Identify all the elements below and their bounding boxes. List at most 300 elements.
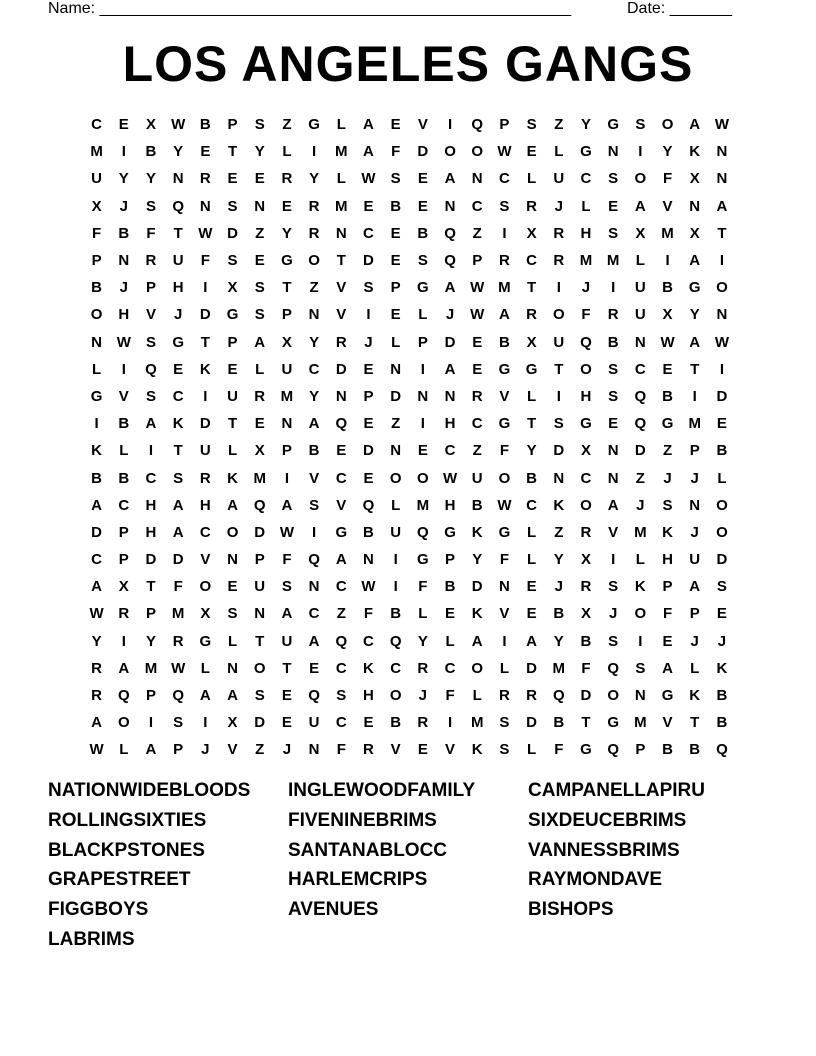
grid-letter: E xyxy=(363,415,374,433)
word-bank-item: HARLEMCRIPS xyxy=(288,869,428,891)
grid-letter: V xyxy=(499,605,510,623)
grid-letter: P xyxy=(281,306,292,324)
grid-letter: G xyxy=(226,306,239,324)
grid-letter: D xyxy=(526,659,538,677)
grid-letter: G xyxy=(335,523,348,541)
grid-letter: N xyxy=(199,197,211,215)
grid-letter: I xyxy=(148,714,154,732)
grid-letter: O xyxy=(607,687,619,705)
grid-letter: L xyxy=(391,496,401,514)
word-bank-item: LABRIMS xyxy=(48,928,135,950)
grid-letter: A xyxy=(607,496,619,514)
grid-letter: B xyxy=(417,224,429,242)
grid-letter: X xyxy=(118,578,129,596)
grid-letter: F xyxy=(200,252,210,270)
grid-letter: L xyxy=(119,442,129,460)
grid-letter: A xyxy=(172,496,184,514)
grid-letter: T xyxy=(227,143,238,161)
grid-letter: X xyxy=(200,605,211,623)
grid-letter: O xyxy=(716,523,728,541)
grid-letter: A xyxy=(689,116,701,134)
grid-letter: Y xyxy=(145,170,156,188)
grid-letter: Z xyxy=(554,523,564,541)
grid-letter: G xyxy=(498,360,511,378)
grid-letter: L xyxy=(391,333,401,351)
word-bank-item: CAMPANELLAPIRU xyxy=(528,780,705,801)
grid-letter: C xyxy=(308,605,320,623)
grid-letter: C xyxy=(444,442,456,460)
grid-letter: A xyxy=(308,632,320,650)
word-bank-item: AVENUES xyxy=(288,899,379,921)
grid-letter: X xyxy=(580,551,591,569)
grid-letter: O xyxy=(716,496,728,514)
grid-letter: C xyxy=(390,659,402,677)
grid-letter: B xyxy=(580,632,592,650)
grid-letter: H xyxy=(145,523,157,541)
grid-letter: P xyxy=(363,387,374,405)
grid-letter: D xyxy=(363,442,374,460)
grid-letter: E xyxy=(390,306,401,324)
grid-letter: S xyxy=(608,387,619,405)
grid-letter: B xyxy=(662,279,673,297)
grid-letter: A xyxy=(471,632,483,650)
grid-letter: V xyxy=(608,523,619,541)
grid-letter: E xyxy=(417,170,428,188)
grid-letter: F xyxy=(391,143,401,161)
grid-letter: R xyxy=(498,252,510,270)
grid-letter: N xyxy=(335,387,347,405)
grid-letter: R xyxy=(91,687,103,705)
grid-letter: J xyxy=(445,306,455,324)
grid-letter: J xyxy=(554,578,563,596)
grid-letter: N xyxy=(716,143,728,161)
grid-letter: O xyxy=(253,659,266,677)
grid-letter: F xyxy=(662,170,673,188)
grid-letter: K xyxy=(471,605,483,623)
grid-letter: A xyxy=(363,143,374,161)
grid-letter: G xyxy=(417,551,429,569)
grid-letter: X xyxy=(91,197,102,215)
grid-letter: O xyxy=(661,116,674,134)
grid-letter: V xyxy=(309,469,320,487)
grid-letter: O xyxy=(471,659,484,677)
grid-letter: S xyxy=(145,333,156,351)
grid-letter: I xyxy=(420,415,425,433)
grid-letter: M xyxy=(171,605,185,623)
grid-letter: E xyxy=(716,415,727,433)
grid-letter: U xyxy=(281,360,293,378)
grid-letter: Y xyxy=(173,143,184,161)
grid-letter: S xyxy=(608,578,619,596)
grid-letter: P xyxy=(689,605,700,623)
grid-letter: Q xyxy=(444,224,456,242)
grid-letter: X xyxy=(227,714,238,732)
grid-letter: C xyxy=(308,360,320,378)
grid-letter: R xyxy=(498,687,510,705)
grid-letter: V xyxy=(417,116,428,134)
grid-letter: S xyxy=(390,170,401,188)
grid-letter: S xyxy=(145,387,156,405)
grid-letter: L xyxy=(527,387,537,405)
grid-letter: A xyxy=(281,496,293,514)
grid-letter: T xyxy=(282,279,292,297)
grid-letter: N xyxy=(716,306,728,324)
grid-letter: T xyxy=(336,252,346,270)
grid-letter: O xyxy=(389,687,402,705)
grid-letter: O xyxy=(226,523,239,541)
grid-letter: E xyxy=(716,605,727,623)
grid-letter: C xyxy=(471,415,483,433)
grid-letter: S xyxy=(608,224,619,242)
grid-letter: E xyxy=(417,197,428,215)
grid-letter: A xyxy=(526,632,538,650)
grid-letter: W xyxy=(89,741,104,759)
grid-letter: E xyxy=(363,714,374,732)
grid-letter: D xyxy=(254,714,266,732)
grid-letter: L xyxy=(472,687,482,705)
grid-letter: I xyxy=(719,360,724,378)
grid-letter: A xyxy=(634,197,646,215)
grid-letter: F xyxy=(554,741,564,759)
grid-letter: O xyxy=(389,469,402,487)
grid-letter: J xyxy=(201,741,210,759)
grid-letter: R xyxy=(580,578,592,596)
grid-letter: I xyxy=(719,252,724,270)
grid-letter: C xyxy=(91,551,103,569)
grid-letter: B xyxy=(716,714,728,732)
word-bank-item: VANNESSBRIMS xyxy=(528,839,680,861)
grid-letter: D xyxy=(716,551,728,569)
grid-letter: K xyxy=(471,741,483,759)
grid-letter: W xyxy=(442,469,458,487)
grid-letter: O xyxy=(117,714,130,732)
grid-letter: C xyxy=(444,659,456,677)
grid-letter: L xyxy=(635,551,645,569)
grid-letter: T xyxy=(227,415,238,433)
grid-letter: J xyxy=(636,496,645,514)
grid-letter: V xyxy=(118,387,129,405)
grid-letter: F xyxy=(173,578,183,596)
grid-letter: G xyxy=(199,632,212,650)
grid-letter: G xyxy=(308,116,320,134)
grid-letter: G xyxy=(607,116,619,134)
grid-letter: N xyxy=(607,442,619,460)
grid-letter: I xyxy=(284,469,289,487)
grid-letter: G xyxy=(661,687,674,705)
grid-letter: M xyxy=(280,387,294,405)
grid-letter: D xyxy=(199,306,211,324)
grid-letter: E xyxy=(390,224,401,242)
grid-letter: S xyxy=(635,116,646,134)
grid-letter: Z xyxy=(309,279,319,297)
grid-letter: A xyxy=(689,578,701,596)
grid-letter: B xyxy=(390,197,402,215)
grid-letter: N xyxy=(689,197,701,215)
grid-letter: S xyxy=(254,116,265,134)
grid-letter: Y xyxy=(553,632,564,650)
grid-letter: A xyxy=(716,197,728,215)
grid-letter: M xyxy=(416,496,430,514)
grid-letter: S xyxy=(227,252,238,270)
grid-letter: Y xyxy=(145,632,156,650)
grid-letter: P xyxy=(118,551,129,569)
grid-letter: C xyxy=(91,116,103,134)
grid-letter: P xyxy=(445,551,456,569)
grid-letter: Q xyxy=(172,687,184,705)
grid-letter: Z xyxy=(255,741,265,759)
grid-letter: X xyxy=(254,442,265,460)
grid-letter: E xyxy=(309,659,320,677)
word-bank-item: INGLEWOODFAMILY xyxy=(288,780,476,801)
grid-letter: S xyxy=(499,714,510,732)
grid-letter: Q xyxy=(308,687,320,705)
grid-letter: E xyxy=(363,469,374,487)
grid-letter: I xyxy=(638,632,643,650)
grid-letter: V xyxy=(662,197,673,215)
grid-letter: S xyxy=(145,197,156,215)
grid-letter: Z xyxy=(282,116,292,134)
worksheet-header xyxy=(48,0,748,20)
grid-letter: Q xyxy=(471,116,484,134)
grid-letter: A xyxy=(145,741,157,759)
grid-letter: T xyxy=(173,224,183,242)
grid-letter: Q xyxy=(716,741,728,759)
grid-letter: I xyxy=(447,116,453,134)
grid-letter: J xyxy=(119,197,128,215)
grid-letter: X xyxy=(526,224,537,242)
grid-letter: A xyxy=(118,659,130,677)
grid-letter: E xyxy=(526,605,537,623)
grid-letter: J xyxy=(663,469,672,487)
grid-letter: M xyxy=(253,469,266,487)
grid-letter: N xyxy=(607,469,619,487)
grid-letter: E xyxy=(526,143,537,161)
grid-letter: Y xyxy=(118,170,129,188)
grid-letter: W xyxy=(198,224,213,242)
grid-letter: P xyxy=(145,687,156,705)
grid-letter: M xyxy=(90,143,103,161)
grid-letter: B xyxy=(662,741,673,759)
grid-letter: H xyxy=(199,496,211,514)
grid-letter: T xyxy=(581,714,591,732)
grid-letter: O xyxy=(716,279,728,297)
grid-letter: B xyxy=(118,469,130,487)
word-bank-item: ROLLINGSIXTIES xyxy=(48,809,207,831)
grid-letter: E xyxy=(363,197,374,215)
grid-letter: X xyxy=(227,279,238,297)
grid-letter: S xyxy=(526,116,537,134)
grid-letter: Z xyxy=(336,605,346,623)
grid-letter: F xyxy=(146,224,156,242)
grid-letter: W xyxy=(116,333,131,351)
grid-letter: F xyxy=(499,551,509,569)
grid-letter: N xyxy=(227,551,238,569)
grid-letter: E xyxy=(445,605,456,623)
grid-letter: I xyxy=(638,143,643,161)
grid-letter: W xyxy=(279,523,294,541)
grid-letter: D xyxy=(363,252,374,270)
grid-letter: I xyxy=(611,551,616,569)
grid-letter: X xyxy=(580,442,591,460)
grid-letter: N xyxy=(689,496,701,514)
grid-letter: U xyxy=(254,578,266,596)
grid-letter: F xyxy=(581,306,591,324)
grid-letter: G xyxy=(172,333,184,351)
grid-letter: O xyxy=(634,170,647,188)
grid-letter: I xyxy=(556,387,561,405)
grid-letter: N xyxy=(254,605,266,623)
grid-letter: Y xyxy=(526,442,537,460)
grid-letter: S xyxy=(608,360,619,378)
grid-letter: Y xyxy=(689,306,700,324)
grid-letter: A xyxy=(662,659,673,677)
grid-letter: K xyxy=(91,442,103,460)
grid-letter: X xyxy=(635,224,646,242)
grid-letter: C xyxy=(634,360,646,378)
grid-letter: S xyxy=(635,659,646,677)
grid-letter: U xyxy=(172,252,184,270)
grid-letter: S xyxy=(173,469,184,487)
grid-letter: E xyxy=(472,333,483,351)
grid-letter: L xyxy=(119,741,129,759)
grid-letter: R xyxy=(553,252,565,270)
grid-letter: N xyxy=(417,387,429,405)
grid-letter: O xyxy=(417,469,429,487)
grid-letter: V xyxy=(499,387,510,405)
grid-letter: W xyxy=(361,578,376,596)
grid-letter: R xyxy=(526,197,538,215)
grid-letter: E xyxy=(254,415,265,433)
grid-letter: Z xyxy=(255,224,265,242)
grid-letter: B xyxy=(118,224,130,242)
grid-letter: A xyxy=(227,687,238,705)
grid-letter: L xyxy=(445,632,455,650)
grid-letter: W xyxy=(714,333,729,351)
grid-letter: C xyxy=(335,714,347,732)
grid-letter: E xyxy=(254,252,265,270)
grid-letter: Z xyxy=(635,469,645,487)
grid-letter: O xyxy=(634,605,647,623)
grid-letter: L xyxy=(336,116,346,134)
grid-letter: F xyxy=(92,224,102,242)
grid-letter: I xyxy=(148,442,154,460)
grid-letter: I xyxy=(556,279,561,297)
grid-letter: D xyxy=(390,387,402,405)
grid-letter: U xyxy=(689,551,701,569)
grid-letter: L xyxy=(336,170,346,188)
grid-letter: Q xyxy=(362,496,375,514)
grid-letter: A xyxy=(281,605,293,623)
word-bank-item: NATIONWIDEBLOODS xyxy=(48,780,251,801)
grid-letter: Y xyxy=(281,224,292,242)
grid-letter: D xyxy=(526,714,538,732)
grid-letter: O xyxy=(471,143,484,161)
grid-letter: W xyxy=(714,116,729,134)
grid-letter: P xyxy=(635,741,646,759)
grid-letter: P xyxy=(281,442,292,460)
grid-letter: I xyxy=(312,143,317,161)
word-bank-item: RAYMONDAVE xyxy=(528,869,663,891)
grid-letter: L xyxy=(554,143,564,161)
grid-letter: R xyxy=(308,224,320,242)
grid-letter: N xyxy=(444,387,456,405)
grid-letter: E xyxy=(200,143,211,161)
grid-letter: K xyxy=(662,523,673,541)
grid-letter: N xyxy=(634,687,646,705)
grid-letter: A xyxy=(498,306,510,324)
grid-letter: N xyxy=(390,442,402,460)
grid-letter: Q xyxy=(607,659,619,677)
grid-letter: X xyxy=(281,333,292,351)
grid-letter: A xyxy=(227,496,238,514)
grid-letter: P xyxy=(417,333,428,351)
grid-letter: V xyxy=(445,741,456,759)
grid-letter: B xyxy=(390,714,402,732)
grid-letter: F xyxy=(282,551,292,569)
grid-letter: C xyxy=(118,496,130,514)
grid-letter: I xyxy=(203,279,208,297)
grid-letter: L xyxy=(255,360,265,378)
grid-letter: S xyxy=(254,306,265,324)
grid-letter: T xyxy=(717,224,727,242)
grid-letter: R xyxy=(417,659,429,677)
grid-letter: F xyxy=(662,605,673,623)
grid-letter: I xyxy=(665,252,670,270)
grid-letter: L xyxy=(227,442,238,460)
grid-letter: P xyxy=(145,279,156,297)
grid-letter: W xyxy=(470,279,485,297)
grid-letter: C xyxy=(145,469,157,487)
grid-letter: U xyxy=(553,170,565,188)
grid-letter: E xyxy=(173,360,184,378)
grid-letter: W xyxy=(660,333,675,351)
grid-letter: S xyxy=(254,687,265,705)
grid-letter: W xyxy=(171,116,186,134)
grid-letter: M xyxy=(335,143,348,161)
grid-letter: B xyxy=(553,714,565,732)
grid-letter: U xyxy=(390,523,402,541)
grid-letter: E xyxy=(662,360,673,378)
grid-letter: W xyxy=(497,143,512,161)
grid-letter: B xyxy=(662,387,673,405)
word-bank-item: GRAPESTREET xyxy=(48,869,191,891)
grid-letter: V xyxy=(390,741,401,759)
grid-letter: J xyxy=(717,632,727,650)
grid-letter: I xyxy=(312,523,317,541)
grid-letter: Z xyxy=(554,116,564,134)
grid-letter: G xyxy=(444,523,456,541)
grid-letter: P xyxy=(254,551,265,569)
grid-letter: L xyxy=(581,197,591,215)
grid-letter: Y xyxy=(91,632,102,650)
grid-letter: S xyxy=(254,279,265,297)
grid-letter: R xyxy=(118,605,130,623)
grid-letter: Z xyxy=(662,442,673,460)
grid-letter: X xyxy=(145,116,156,134)
grid-letter: P xyxy=(472,252,483,270)
grid-letter: G xyxy=(90,387,103,405)
grid-letter: R xyxy=(91,659,103,677)
grid-letter: Q xyxy=(117,687,130,705)
grid-letter: E xyxy=(227,360,238,378)
grid-letter: T xyxy=(690,714,700,732)
grid-letter: R xyxy=(281,170,293,188)
grid-letter: J xyxy=(581,279,591,297)
grid-letter: L xyxy=(527,523,537,541)
grid-letter: A xyxy=(444,279,456,297)
grid-letter: X xyxy=(662,306,673,324)
grid-letter: D xyxy=(417,143,429,161)
